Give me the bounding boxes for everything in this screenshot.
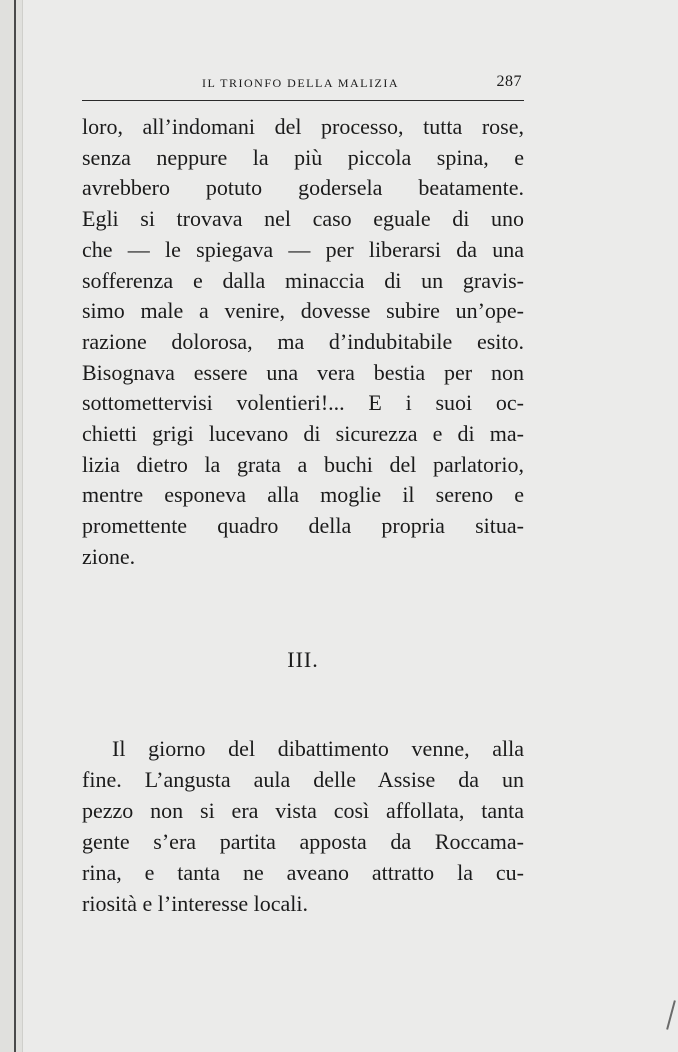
- text-line: sottomettervisi volentieri!... E i suoi oc-: [82, 390, 524, 416]
- text-line: avrebbero potuto godersela beatamente.: [82, 175, 524, 201]
- page-header: [82, 66, 524, 101]
- binding-line: [14, 0, 16, 1052]
- chapter-heading: III.: [287, 647, 319, 672]
- paragraph-opening: [82, 733, 524, 919]
- text-line: fine. L’angusta aula delle Assise da un: [82, 767, 524, 792]
- text-line: promettente quadro della propria situa-: [82, 513, 524, 539]
- text-line: chietti grigi lucevano di sicurezza e di ma-: [82, 421, 524, 447]
- text-line: lizia dietro la grata a buchi del parlatorio,: [82, 451, 524, 477]
- text-line: senza neppure la più piccola spina, e: [82, 144, 524, 170]
- text-line: loro, all’indomani del processo, tutta rose,: [82, 114, 524, 139]
- text-line: pezzo non si era vista così affollata, tanta: [82, 798, 524, 823]
- text-line: riosità e l’interesse locali.: [82, 891, 309, 916]
- text-line: Il giorno del dibattimento venne, alla: [112, 736, 524, 761]
- running-title: IL TRIONFO DELLA MALIZIA: [202, 76, 399, 90]
- scan-mark: [666, 1000, 676, 1029]
- text-line: che — le spiegava — per liberarsi da una: [82, 236, 524, 262]
- page-number: 287: [496, 73, 522, 90]
- text-line: gente s’era partita apposta da Roccama-: [82, 829, 524, 854]
- paragraph-continuation: [82, 112, 524, 573]
- text-line: Bisognava essere una vera bestia per non: [82, 359, 524, 385]
- text-line: zione.: [82, 543, 136, 569]
- text-line: simo male a venire, dovesse subire un’ope-: [82, 298, 524, 324]
- text-line: mentre esponeva alla moglie il sereno e: [82, 482, 524, 508]
- page-binding-edge: [0, 0, 23, 1052]
- text-line: rina, e tanta ne aveano attratto la cu-: [82, 860, 524, 885]
- text-line: razione dolorosa, ma d’indubitabile esito.: [82, 328, 524, 354]
- text-line: sofferenza e dalla minaccia di un gravis-: [82, 267, 524, 293]
- text-line: Egli si trovava nel caso eguale di uno: [82, 206, 524, 232]
